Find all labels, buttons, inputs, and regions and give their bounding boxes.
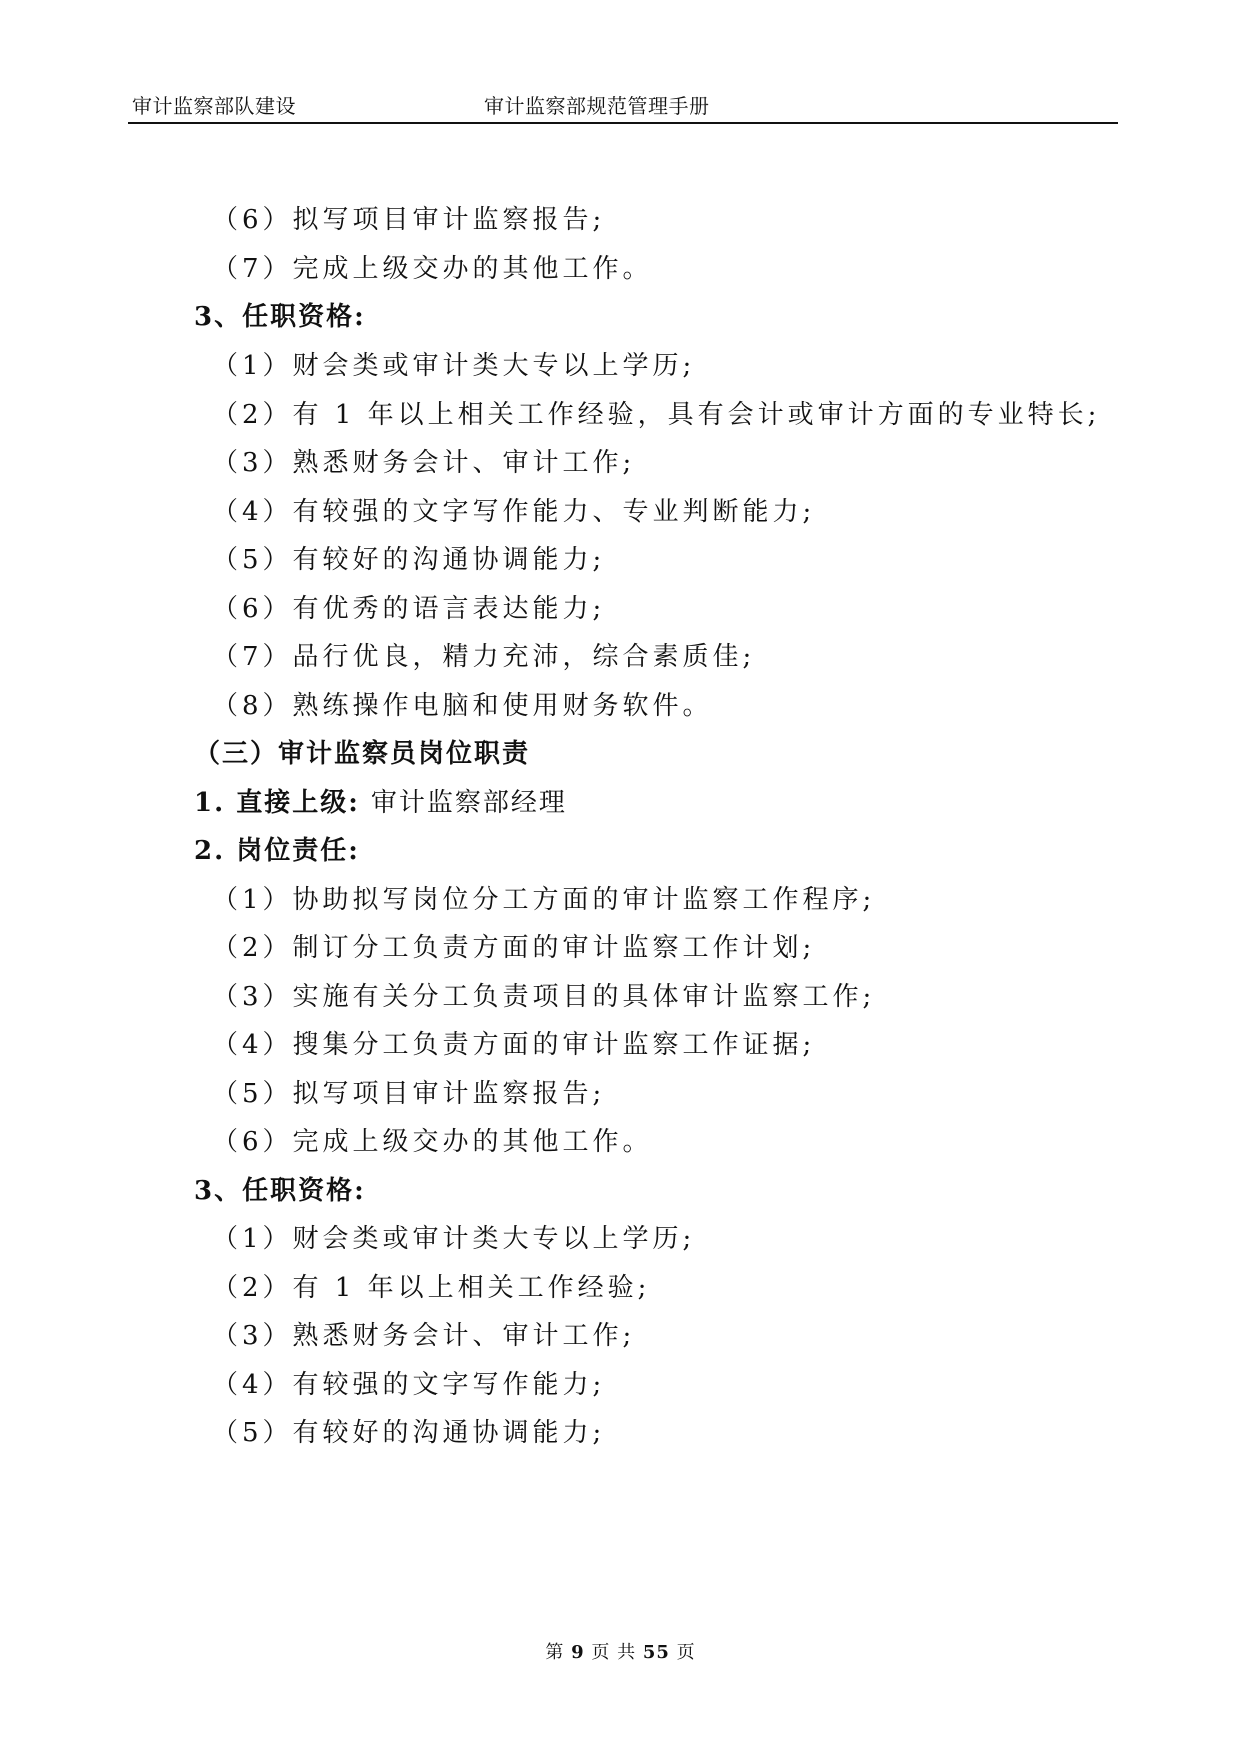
section-title: （三）审计监察员岗位职责 [194, 739, 531, 769]
list-item: （6）有优秀的语言表达能力; [212, 594, 606, 624]
list-item: （1）财会类或审计类大专以上学历; [212, 1224, 696, 1254]
list-item: （8）熟练操作电脑和使用财务软件。 [212, 691, 713, 721]
total-page-count: 55 [642, 1642, 670, 1663]
subheading: 3、任职资格: [194, 302, 366, 332]
footer-middle: 页 共 [591, 1642, 637, 1663]
list-item: （3）实施有关分工负责项目的具体审计监察工作; [212, 982, 876, 1012]
list-item: （1）协助拟写岗位分工方面的审计监察工作程序; [212, 885, 876, 915]
list-item: （2）有 1 年以上相关工作经验; [212, 1273, 651, 1303]
list-item: （4）搜集分工负责方面的审计监察工作证据; [212, 1030, 816, 1060]
list-item: （2）制订分工负责方面的审计监察工作计划; [212, 933, 816, 963]
list-item: （4）有较强的文字写作能力; [212, 1370, 606, 1400]
list-item: （7）品行优良，精力充沛，综合素质佳; [212, 642, 756, 672]
list-item: （1）财会类或审计类大专以上学历; [212, 351, 696, 381]
footer-suffix: 页 [676, 1642, 696, 1663]
list-item: （5）有较好的沟通协调能力; [212, 1418, 606, 1448]
list-item: （7）完成上级交办的其他工作。 [212, 254, 653, 284]
header-manual-title: 审计监察部规范管理手册 [484, 94, 710, 118]
subheading: 2. 岗位责任: [194, 836, 360, 866]
page-header [128, 86, 1118, 124]
subheading-label: 1. 直接上级: [194, 788, 360, 818]
list-item: （6）完成上级交办的其他工作。 [212, 1127, 653, 1157]
list-item: （5）拟写项目审计监察报告; [212, 1079, 606, 1109]
current-page-number: 9 [571, 1642, 585, 1663]
subheading [194, 786, 567, 820]
list-item: （3）熟悉财务会计、审计工作; [212, 448, 636, 478]
list-item: （3）熟悉财务会计、审计工作; [212, 1321, 636, 1351]
list-item: （2）有 1 年以上相关工作经验，具有会计或审计方面的专业特长; [212, 400, 1101, 430]
list-item: （6）拟写项目审计监察报告; [212, 205, 606, 235]
header-section-title: 审计监察部队建设 [132, 94, 296, 118]
supervisor-value: 审计监察部经理 [370, 788, 567, 818]
subheading: 3、任职资格: [194, 1176, 366, 1206]
page-footer [0, 1638, 1241, 1664]
list-item: （5）有较好的沟通协调能力; [212, 545, 606, 575]
footer-prefix: 第 [545, 1642, 565, 1663]
list-item: （4）有较强的文字写作能力、专业判断能力; [212, 497, 816, 527]
